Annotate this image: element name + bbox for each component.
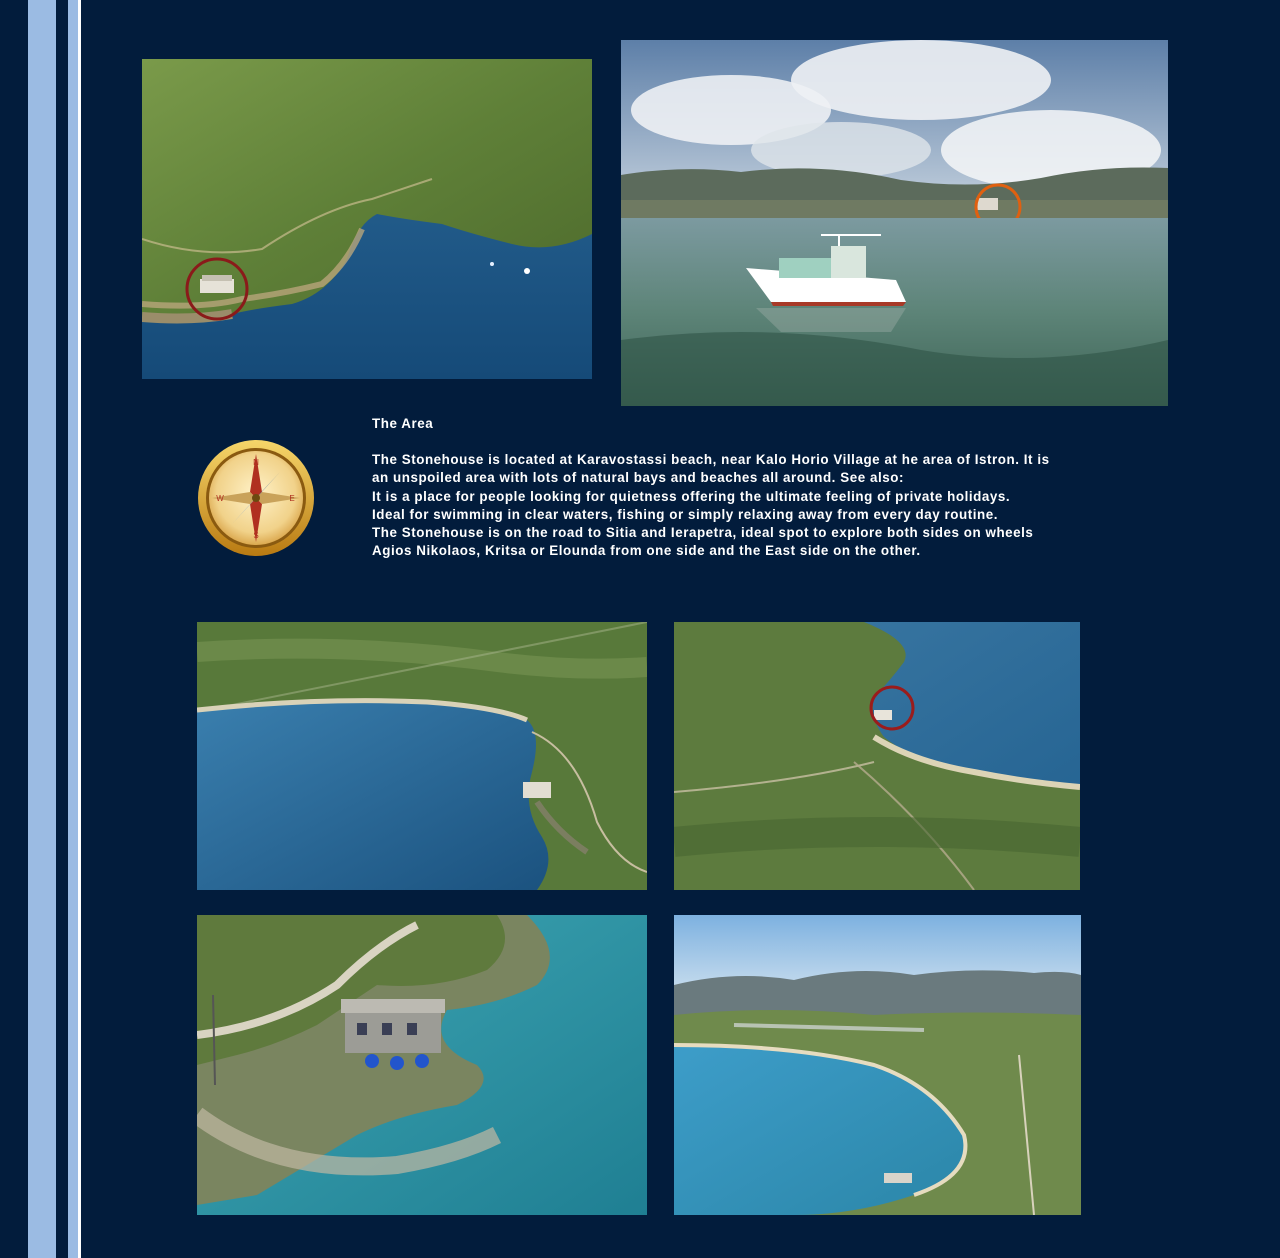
area-line: The Stonehouse is located at Karavostassi beach, near Kalo Horio Village at he area of Istron. It is [372, 452, 1050, 468]
svg-text:N: N [253, 458, 259, 467]
area-line: The Stonehouse is on the road to Sitia and Ierapetra, ideal spot to explore both sides on wheels [372, 525, 1034, 541]
area-heading: The Area [372, 416, 434, 431]
decorative-stripe-wide [28, 0, 56, 1258]
svg-text:S: S [253, 531, 259, 540]
stonehouse-closeup-photo [197, 915, 647, 1215]
area-line: an unspoiled area with lots of natural bays and beaches all around. See also: [372, 470, 904, 486]
area-line: Ideal for swimming in clear waters, fishing or simply relaxing away from every day routine. [372, 506, 999, 522]
bay-panorama-photo [674, 915, 1081, 1215]
aerial-coast-photo [674, 622, 1080, 890]
area-line: It is a place for people looking for quietness offering the ultimate feeling of private holidays. [372, 488, 1011, 504]
svg-text:E: E [289, 494, 295, 503]
svg-text:W: W [216, 494, 224, 503]
aerial-cove-photo [142, 59, 592, 379]
decorative-stripe-gap [56, 0, 68, 1258]
fishing-boat-bay-photo [621, 40, 1168, 406]
decorative-stripe-narrow [68, 0, 78, 1258]
area-line: Agios Nikolaos, Kritsa or Elounda from one side and the East side on the other. [372, 543, 921, 559]
compass-icon [196, 438, 316, 558]
decorative-stripe-white [78, 0, 81, 1258]
aerial-beach-photo [197, 622, 647, 890]
area-description [372, 415, 1172, 560]
